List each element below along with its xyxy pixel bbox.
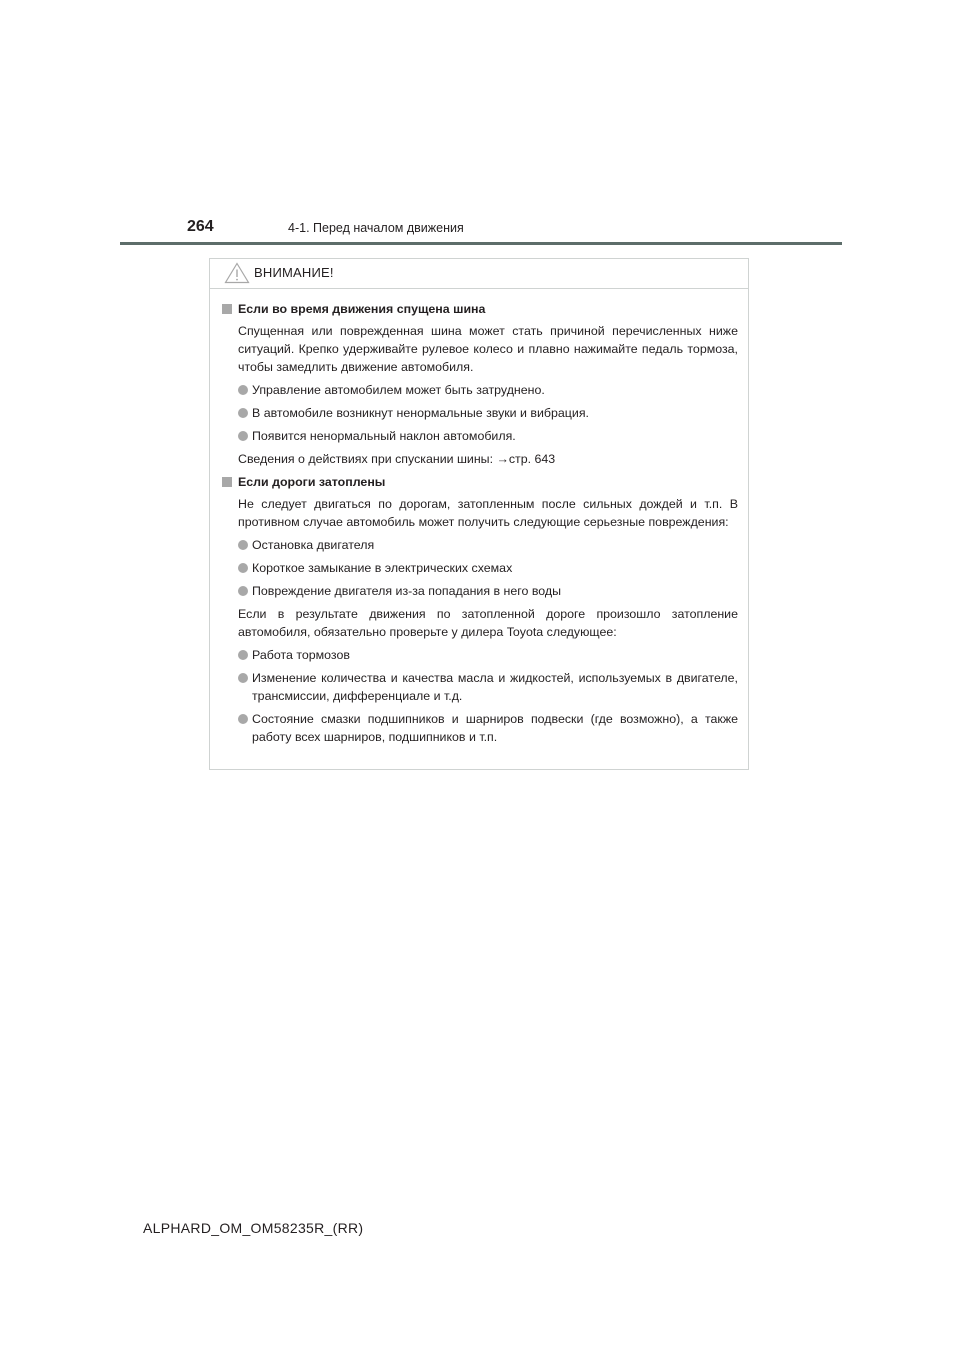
- list-item: Короткое замыкание в электрических схемах: [220, 559, 738, 577]
- round-bullet-icon: [238, 650, 248, 660]
- section-title: 4-1. Перед началом движения: [288, 221, 464, 235]
- round-bullet-icon: [238, 563, 248, 573]
- list-item: Состояние смазки подшипников и шарниров подвески (где возможно), а также работу всех шарниров, подшипников и т.п.: [220, 710, 738, 746]
- warning-triangle-icon: [224, 262, 250, 284]
- document-code: ALPHARD_OM_OM58235R_(RR): [143, 1220, 364, 1236]
- paragraph: Не следует двигаться по дорогам, затопленным после сильных дождей и т.п. В противном случае автомобиль может получить следующие серьезные повреждения:: [238, 497, 738, 529]
- list-item: В автомобиле возникнут ненормальные звуки и вибрация.: [220, 404, 738, 422]
- list-item: Изменение количества и качества масла и жидкостей, используемых в двигателе, трансмиссии, дифференциале и т.д.: [220, 669, 738, 705]
- round-bullet-icon: [238, 714, 248, 724]
- page-reference-note: Сведения о действиях при спускании шины: →стр. 643: [238, 452, 556, 466]
- list-item: Работа тормозов: [220, 646, 738, 664]
- section-heading-flooded-roads: Если дороги затоплены: [220, 473, 738, 491]
- list-item: Повреждение двигателя из-за попадания в него воды: [220, 582, 738, 600]
- caution-header: [210, 259, 748, 289]
- round-bullet-icon: [238, 385, 248, 395]
- page-header: [120, 214, 842, 244]
- list-item: Появится ненормальный наклон автомобиля.: [220, 427, 738, 445]
- list-item: Остановка двигателя: [220, 536, 738, 554]
- round-bullet-icon: [238, 673, 248, 683]
- square-bullet-icon: [222, 304, 232, 314]
- caution-body: [210, 289, 748, 746]
- header-rule: [120, 242, 842, 245]
- square-bullet-icon: [222, 477, 232, 487]
- round-bullet-icon: [238, 431, 248, 441]
- paragraph: Если в результате движения по затопленной дороге произошло затопление автомобиля, обязательно проверьте у дилера Toyota следующее:: [238, 607, 738, 639]
- caution-box: [209, 258, 749, 770]
- page-number: 264: [187, 218, 214, 235]
- round-bullet-icon: [238, 586, 248, 596]
- list-item: Управление автомобилем может быть затруднено.: [220, 381, 738, 399]
- round-bullet-icon: [238, 408, 248, 418]
- caution-label: ВНИМАНИЕ!: [254, 265, 334, 280]
- section-heading-flat-tire: Если во время движения спущена шина: [220, 300, 738, 318]
- round-bullet-icon: [238, 540, 248, 550]
- paragraph: Спущенная или поврежденная шина может стать причиной перечисленных ниже ситуаций. Крепко удерживайте рулевое колесо и плавно нажимайте педаль тормоза, чтобы замедлить движение автомобиля.: [238, 324, 738, 374]
